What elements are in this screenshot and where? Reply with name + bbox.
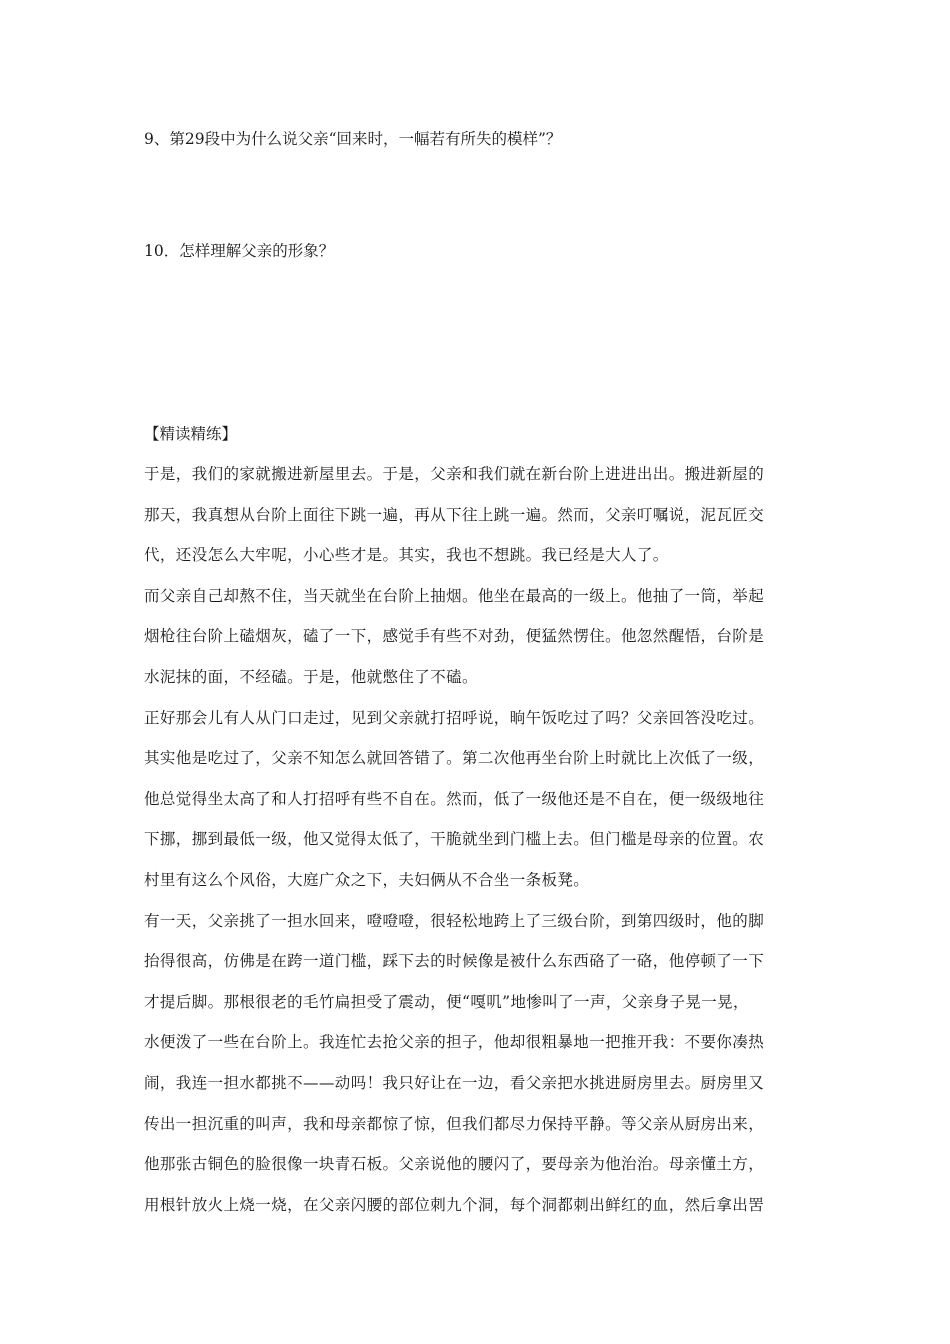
passage-line: 水泥抹的面，不经磕。于是，他就憋住了不磕。 (144, 667, 478, 686)
paragraph (144, 901, 809, 1226)
passage-line: 他总觉得坐太高了和人打招呼有些不自在。然而，低了一级他还是不自在，便一级级地往 (144, 789, 765, 808)
paragraph (144, 454, 809, 576)
passage-line: 水便泼了一些在台阶上。我连忙去抢父亲的担子，他却很粗暴地一把推开我：不要你凑热 (144, 1033, 765, 1052)
passage-line: 代，还没怎么大牢呢，小心些才是。其实，我也不想跳。我已经是大人了。 (144, 546, 669, 565)
passage-line: 正好那会儿有人从门口走过，见到父亲就打招呼说，晌午饭吃过了吗？父亲回答没吃过。 (144, 708, 765, 727)
passage-line: 于是，我们的家就搬进新屋里去。于是，父亲和我们就在新台阶上进进出出。搬进新屋的 (144, 465, 765, 483)
passage-line: 烟枪往台阶上磕烟灰，磕了一下，感觉手有些不对劲，便猛然愣住。他忽然醒悟，台阶是 (144, 627, 765, 646)
passage-line: 才提后脚。那根很老的毛竹扁担受了震动，便“嘎叽”地惨叫了一声，父亲身子晃一晃， (144, 992, 749, 1011)
passage-line: 下挪，挪到最低一级，他又觉得太低了，干脆就坐到门槛上去。但门槛是母亲的位置。农 (144, 830, 765, 849)
passage-line: 传出一担沉重的叫声，我和母亲都惊了惊，但我们都尽力保持平静。等父亲从厨房出来， (144, 1114, 765, 1133)
passage-line: 有一天，父亲挑了一担水回来，噔噔噔，很轻松地跨上了三级台阶，到第四级时，他的脚 (144, 911, 765, 930)
section-title: 【精读精练】 (144, 425, 238, 443)
paragraph (144, 698, 809, 901)
passage-line: 其实他是吃过了，父亲不知怎么就回答错了。第二次他再坐台阶上时就比上次低了一级， (144, 749, 765, 768)
paragraph (144, 576, 809, 698)
passage-line: 他那张古铜色的脸很像一块青石板。父亲说他的腰闪了，要母亲为他治治。母亲懂土方， (144, 1155, 765, 1174)
passage-line: 村里有这么个风俗，大庭广众之下，夫妇俩从不合坐一条板凳。 (144, 870, 590, 889)
passage-line: 闹，我连一担水都挑不——动吗！我只好让在一边，看父亲把水挑进厨房里去。厨房里又 (144, 1073, 765, 1092)
reading-passage (144, 454, 809, 1225)
passage-line: 抬得很高，仿佛是在跨一道门槛，踩下去的时候像是被什么东西硌了一硌，他停顿了一下 (144, 952, 765, 971)
question-10: 10．怎样理解父亲的形象？ (144, 242, 335, 260)
passage-line: 而父亲自己却熬不住，当天就坐在台阶上抽烟。他坐在最高的一级上。他抽了一筒，举起 (144, 586, 765, 605)
passage-line: 用根针放火上烧一烧，在父亲闪腰的部位刺九个洞，每个洞都刺出鲜红的血，然后拿出罟 (144, 1195, 765, 1214)
question-9: 9、第29段中为什么说父亲“回来时，一幅若有所失的模样”？ (144, 130, 562, 148)
passage-line: 那天，我真想从台阶上面往下跳一遍，再从下往上跳一遍。然而，父亲叮嘱说，泥瓦匠交 (144, 505, 765, 524)
